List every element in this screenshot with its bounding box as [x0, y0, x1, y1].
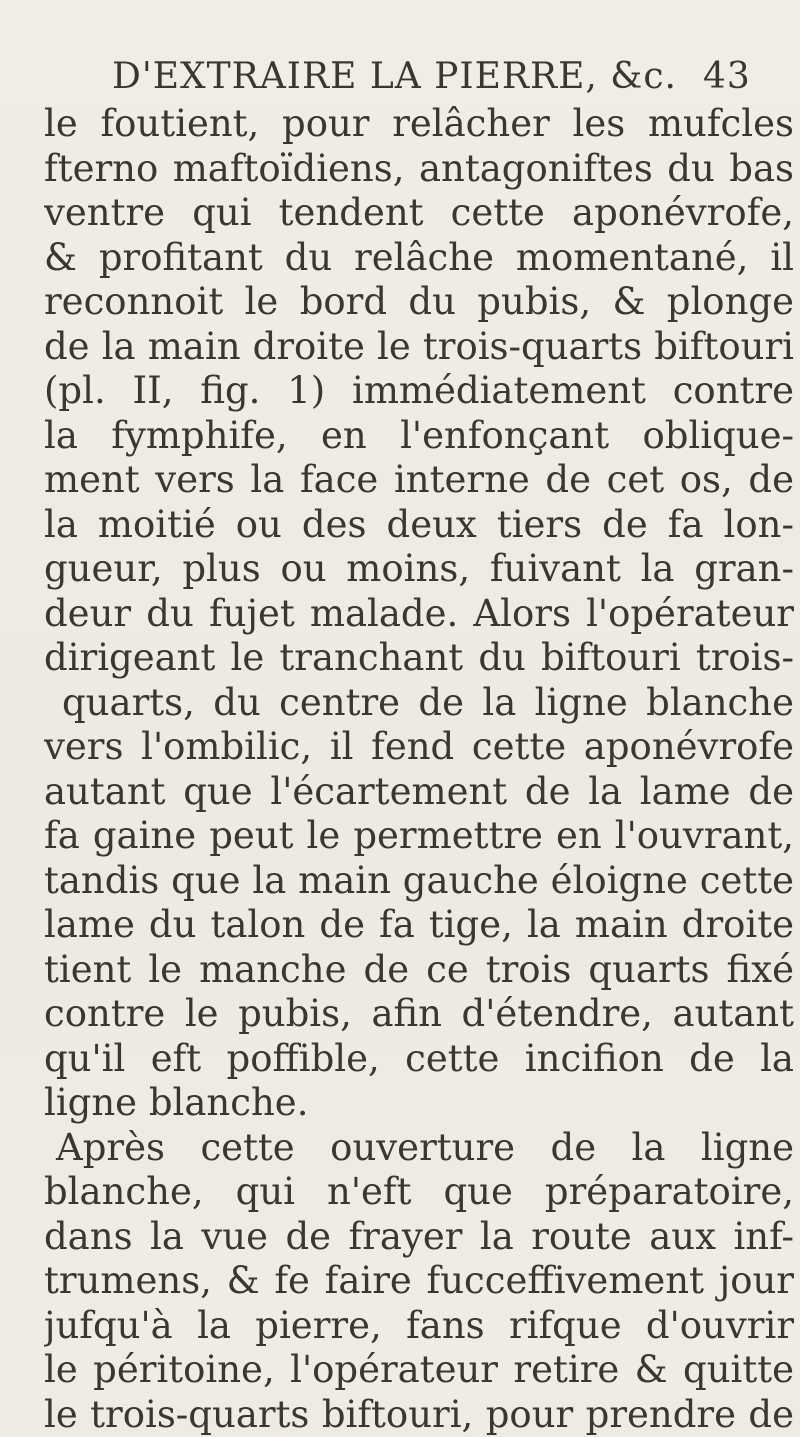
text-line: le foutient, pour relâcher les mufcles	[44, 102, 794, 147]
body-text	[44, 102, 794, 1437]
text-line: vers l'ombilic, il fend cette aponévrofe	[44, 725, 794, 770]
text-line: ligne blanche.	[44, 1081, 794, 1126]
text-line: autant que l'écartement de la lame de	[44, 770, 794, 815]
text-line: tient le manche de ce trois quarts fixé	[44, 948, 794, 993]
text-line: contre le pubis, afin d'étendre, autant	[44, 992, 794, 1037]
text-line: quarts, du centre de la ligne blanche	[44, 681, 794, 726]
page-header	[112, 56, 751, 97]
text-line: dans la vue de frayer la route aux inf-	[44, 1215, 794, 1260]
text-line: reconnoit le bord du pubis, & plonge	[44, 280, 794, 325]
text-line: tandis que la main gauche éloigne cette	[44, 859, 794, 904]
text-line: dirigeant le tranchant du biftouri trois-	[44, 636, 794, 681]
text-line: qu'il eft poffible, cette incifion de la	[44, 1037, 794, 1082]
text-line: jufqu'à la pierre, fans rifque d'ouvrir	[44, 1304, 794, 1349]
text-line: Après cette ouverture de la ligne	[44, 1126, 794, 1171]
text-line: trumens, & fe faire fucceffivement jour	[44, 1259, 794, 1304]
text-line: lame du talon de fa tige, la main droite	[44, 903, 794, 948]
text-line: deur du fujet malade. Alors l'opérateur	[44, 592, 794, 637]
text-line: & profitant du relâche momentané, il	[44, 236, 794, 281]
text-line: le trois-quarts biftouri, pour prendre de	[44, 1393, 794, 1437]
text-line: le péritoine, l'opérateur retire & quitte	[44, 1348, 794, 1393]
text-line: blanche, qui n'eft que préparatoire,	[44, 1170, 794, 1215]
text-line: gueur, plus ou moins, fuivant la gran-	[44, 547, 794, 592]
text-line: de la main droite le trois-quarts biftouri	[44, 325, 794, 370]
text-line: fterno maftoïdiens, antagoniftes du bas	[44, 147, 794, 192]
text-line: ventre qui tendent cette aponévrofe,	[44, 191, 794, 236]
text-line: la moitié ou des deux tiers de fa lon-	[44, 503, 794, 548]
text-line: (pl. II, fig. 1) immédiatement contre	[44, 369, 794, 414]
text-line: fa gaine peut le permettre en l'ouvrant,	[44, 814, 794, 859]
running-title: D'EXTRAIRE LA PIERRE, &c.	[112, 56, 677, 97]
text-line: ment vers la face interne de cet os, de	[44, 458, 794, 503]
page-number: 43	[703, 56, 751, 97]
text-line: la fymphife, en l'enfonçant oblique-	[44, 414, 794, 459]
